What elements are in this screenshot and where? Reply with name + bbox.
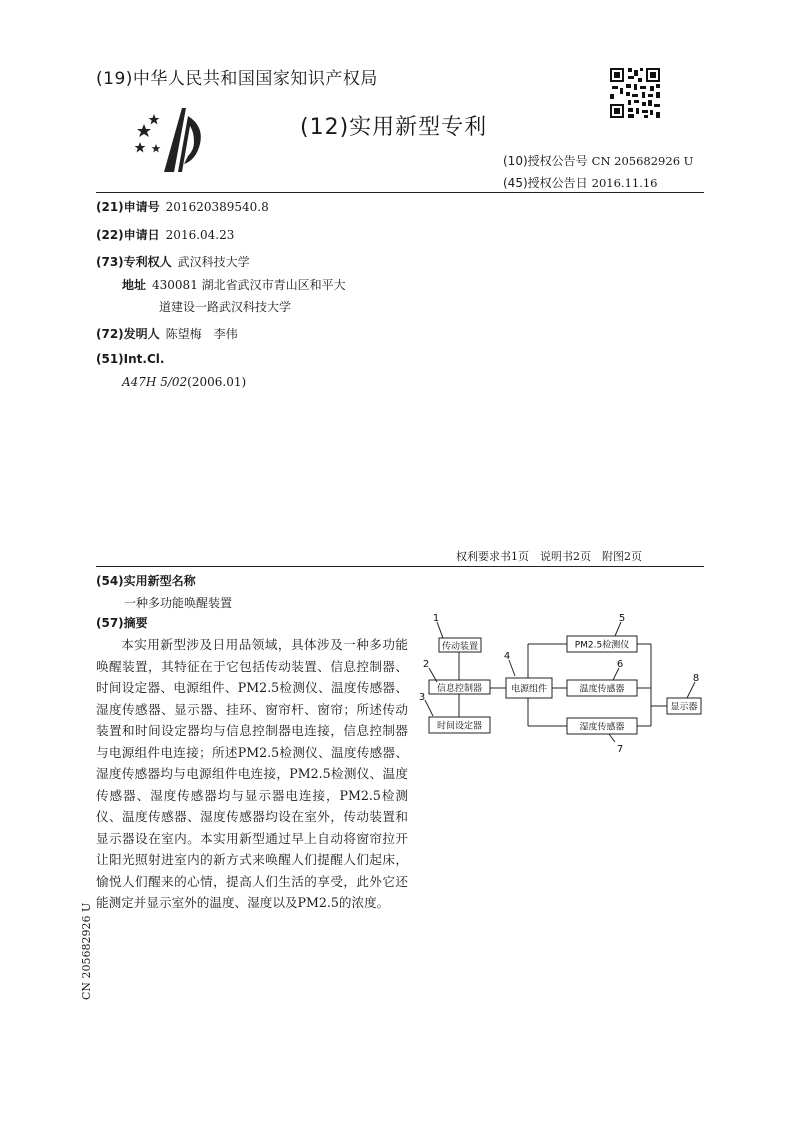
- info-controller-label: 信息控制器: [436, 684, 483, 694]
- leader-5: [615, 622, 621, 636]
- humidity-label: 湿度传感器: [579, 722, 625, 733]
- grant-pub-number-label: (10)授权公告号: [503, 154, 588, 168]
- ref-number-3: 3: [418, 692, 426, 703]
- application-date-label: (22)申请日: [96, 228, 160, 242]
- address-line-2: 道建设一路武汉科技大学: [159, 300, 292, 314]
- grant-pub-number-row: [503, 152, 693, 169]
- patentee-label: (73)专利权人: [96, 255, 172, 269]
- ref-number-5: 5: [618, 613, 626, 624]
- address-label: 地址: [122, 278, 147, 292]
- block-diagram: [415, 612, 715, 762]
- ref-number-7: 7: [616, 744, 624, 755]
- ref-number-1: 1: [432, 613, 440, 624]
- grant-pub-date-row: [503, 174, 658, 191]
- cnipa-emblem-logo: [130, 104, 214, 174]
- intcl-label-row: [96, 352, 164, 366]
- abstract-label: (57)摘要: [96, 616, 148, 630]
- leader-7: [609, 734, 615, 742]
- page-count-info: 权利要求书1页 说明书2页 附图2页: [456, 550, 642, 563]
- ref-number-4: 4: [503, 651, 511, 662]
- inventor-row: [96, 325, 238, 342]
- ref-number-6: 6: [616, 659, 624, 670]
- header-divider: [96, 192, 704, 193]
- patentee-row: [96, 253, 250, 270]
- patent-type: (12)实用新型专利: [300, 115, 488, 140]
- patentee: 武汉科技大学: [177, 255, 250, 269]
- power-label: 电源组件: [510, 684, 548, 695]
- side-publication-code: CN 205682926 U: [80, 902, 93, 1000]
- leader-3: [425, 700, 433, 716]
- title-label-row: [96, 572, 196, 589]
- display-label: 显示器: [670, 702, 698, 713]
- application-number-row: [96, 198, 269, 215]
- inventors: 陈望梅 李伟: [165, 327, 238, 341]
- intcl-version: (2006.01): [187, 375, 247, 389]
- leader-4: [509, 660, 515, 676]
- pm25-label: PM2.5检测仪: [574, 640, 630, 651]
- address-row: [122, 276, 346, 293]
- intcl-code: A47H 5/02: [122, 375, 188, 389]
- qr-code: [608, 66, 662, 120]
- application-date-row: [96, 226, 234, 243]
- utility-model-title: 一种多功能唤醒装置: [124, 596, 233, 610]
- intcl-classification: [122, 375, 246, 389]
- ref-number-2: 2: [422, 659, 430, 670]
- application-date: 2016.04.23: [165, 228, 235, 242]
- abstract-label-row: [96, 614, 148, 631]
- abstract-text: 本实用新型涉及日用品领域，具体涉及一种多功能唤醒装置，其特征在于它包括传动装置、信息控制器、时间设定器、电源组件、PM2.5检测仪、温度传感器、湿度传感器、显示器、挂环、窗帘杆、窗帘；所述传动装置和时间设定器均与信息控制器电连接，信息控制器与电源组件电连接；所述PM2.5检测仪、温度传感器、湿度传感器均与电源组件电连接，PM2.5检测仪、温度传感器、湿度传感器均与显示器电连接，PM2.5检测仪、温度传感器、湿度传感器均设在室外，传动装置和显示器设在室内。本实用新型通过早上自动将窗帘拉开让阳光照射进室内的新方式来唤醒人们提醒人们起床，愉悦人们醒来的心情，提高人们生活的享受，此外它还能测定并显示室外的温度、湿度以及PM2.5的浓度。: [96, 637, 408, 910]
- drive-label: 传动装置: [441, 642, 479, 652]
- issuing-office: (19)中华人民共和国国家知识产权局: [96, 69, 378, 89]
- application-number: 201620389540.8: [165, 200, 269, 214]
- inventor-label: (72)发明人: [96, 327, 160, 341]
- grant-pub-date-label: (45)授权公告日: [503, 176, 588, 190]
- application-number-label: (21)申请号: [96, 200, 160, 214]
- ref-number-8: 8: [692, 673, 700, 684]
- grant-pub-date: 2016.11.16: [591, 176, 658, 190]
- leader-1: [437, 622, 443, 638]
- grant-pub-number: CN 205682926 U: [591, 154, 694, 168]
- address-line-1: 430081 湖北省武汉市青山区和平大: [152, 278, 346, 292]
- section-divider: [96, 566, 704, 567]
- temp-label: 温度传感器: [579, 684, 625, 695]
- timer-label: 时间设定器: [436, 721, 483, 732]
- title-label: (54)实用新型名称: [96, 574, 196, 588]
- intcl-label: (51)Int.Cl.: [96, 352, 165, 366]
- leader-8: [687, 682, 695, 698]
